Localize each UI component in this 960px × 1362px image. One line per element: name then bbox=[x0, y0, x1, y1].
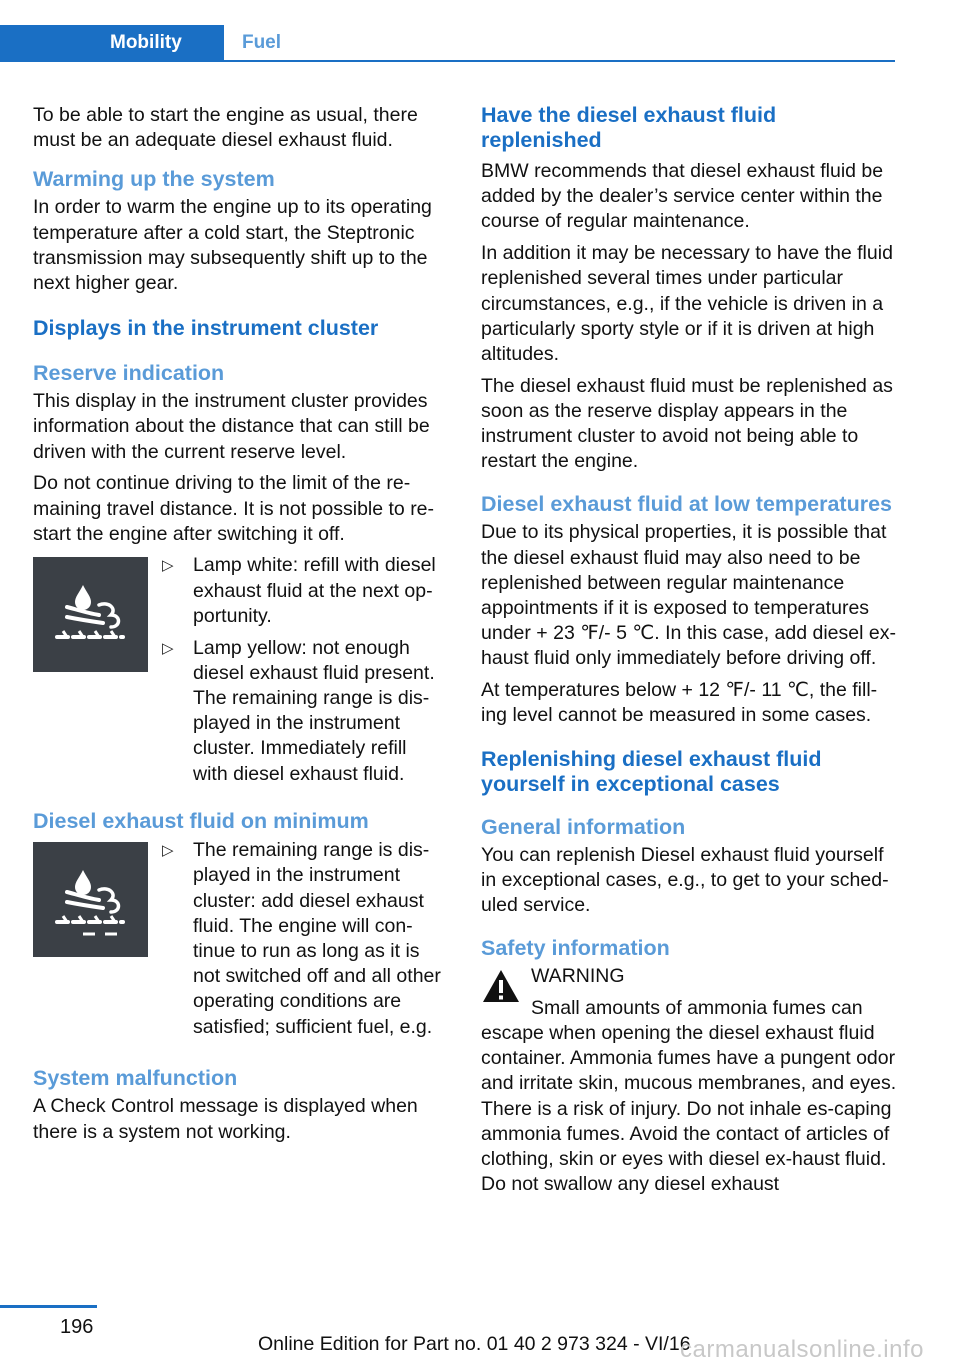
list-item: ▷ Lamp yellow: not enough diesel exhaust fluid present. The remaining range is dis-played in the instrument cluster. Immediately refill with diesel exhaust fluid. bbox=[162, 636, 435, 785]
diesel-exhaust-fluid-minimum-icon bbox=[33, 842, 148, 957]
minimum-bullet-list bbox=[162, 838, 445, 1046]
bullet-triangle-icon: ▷ bbox=[162, 639, 174, 657]
replenished-text-2: In addition it may be necessary to have the fluid replenished several times under particular circumstances, e.g., if the vehicle is driven in a particularly sporty style or if it is driven at high altitudes. bbox=[481, 242, 893, 365]
warming-heading: Warming up the system bbox=[33, 167, 275, 192]
replenished-heading: Have the diesel exhaust fluid replenished bbox=[481, 103, 777, 152]
bullet-triangle-icon: ▷ bbox=[162, 557, 174, 575]
bullet-triangle-icon: ▷ bbox=[162, 842, 174, 860]
footer-rule bbox=[0, 1305, 97, 1308]
diesel-exhaust-fluid-icon bbox=[33, 557, 148, 672]
list-item: ▷ The remaining range is dis-played in the instrument cluster: add diesel exhaust fluid. The engine will con-tinue to run as long as it is not switched off and all other operating conditions are satisfied; sufficient fuel, e.g. bbox=[162, 839, 441, 1038]
list-item: ▷ Lamp white: refill with diesel exhaust fluid at the next op-portunity. bbox=[162, 554, 436, 627]
lowtemp-text-1: Due to its physical properties, it is possible that the diesel exhaust fluid may also need to be replenished between regular maintenance appointments if it is exposed to temperatures under + 23 ℉/- 5 ℃. In this case, add diesel ex-haust fluid only immediately before driving off. bbox=[481, 521, 896, 670]
intro-text: To be able to start the engine as usual, there must be an adequate diesel exhaust fluid. bbox=[33, 104, 418, 152]
page-number: 196 bbox=[60, 1316, 94, 1338]
malfunction-text: A Check Control message is displayed when there is a system not working. bbox=[33, 1095, 418, 1143]
edition-text: Online Edition for Part no. 01 40 2 973 324 - VI/16 bbox=[258, 1333, 691, 1355]
warning-label: WARNING bbox=[531, 965, 625, 988]
left-column bbox=[33, 103, 445, 1151]
displays-heading: Displays in the instrument cluster bbox=[33, 316, 379, 341]
warming-text: In order to warm the engine up to its operating temperature after a cold start, the Steptronic transmission may subsequently shift up to the next higher gear. bbox=[33, 196, 432, 295]
reserve-text-1: This display in the instrument cluster provides information about the distance that can still be driven with the current reserve level. bbox=[33, 390, 430, 463]
section-tabs bbox=[0, 25, 895, 62]
general-text: You can replenish Diesel exhaust fluid yourself in exceptional cases, e.g., to get to your sched-uled service. bbox=[481, 843, 889, 916]
yourself-heading: Replenishing diesel exhaust fluid yourself in exceptional cases bbox=[481, 746, 822, 796]
reserve-heading: Reserve indication bbox=[33, 361, 225, 386]
minimum-heading: Diesel exhaust fluid on minimum bbox=[33, 809, 369, 834]
replenished-text-1: BMW recommends that diesel exhaust fluid be added by the dealer’s service center within the course of regular maintenance. bbox=[481, 160, 884, 233]
right-column bbox=[481, 103, 897, 1198]
reserve-bullet-list bbox=[162, 553, 445, 793]
tab-mobility[interactable]: Mobility bbox=[0, 25, 224, 60]
warning-block bbox=[481, 964, 897, 1197]
warning-text: Small amounts of ammonia fumes can escape when opening the diesel exhaust fluid container. Ammonia fumes have a pungent odor and irritate skin, mucous membranes, and eyes. There is a risk of injury. Do not inhale es-caping ammonia fumes. Avoid the contact of articles of clothing, skin or eyes with diesel ex-haust fluid. Do not swallow any diesel exhaust bbox=[481, 996, 897, 1196]
malfunction-heading: System malfunction bbox=[33, 1066, 238, 1091]
replenished-text-3: The diesel exhaust fluid must be replenished as soon as the reserve display appears in the instrument cluster to avoid not being able to restart the engine. bbox=[481, 374, 893, 473]
reserve-indicator-block bbox=[33, 553, 445, 793]
general-heading: General information bbox=[481, 814, 686, 839]
tab-fuel[interactable]: Fuel bbox=[241, 32, 282, 53]
warning-triangle-icon bbox=[481, 968, 521, 1009]
minimum-indicator-block bbox=[33, 838, 445, 1046]
reserve-text-2: Do not continue driving to the limit of the re-maining travel distance. It is not possible to re-start the engine after switching it off. bbox=[33, 472, 435, 545]
lowtemp-text-2: At temperatures below + 12 ℉/- 11 ℃, the fill-ing level cannot be measured in some cases. bbox=[481, 679, 878, 727]
lowtemp-heading: Diesel exhaust fluid at low temperatures bbox=[481, 492, 893, 517]
safety-heading: Safety information bbox=[481, 936, 670, 961]
watermark-text: carmanualsonline.info bbox=[680, 1336, 924, 1362]
